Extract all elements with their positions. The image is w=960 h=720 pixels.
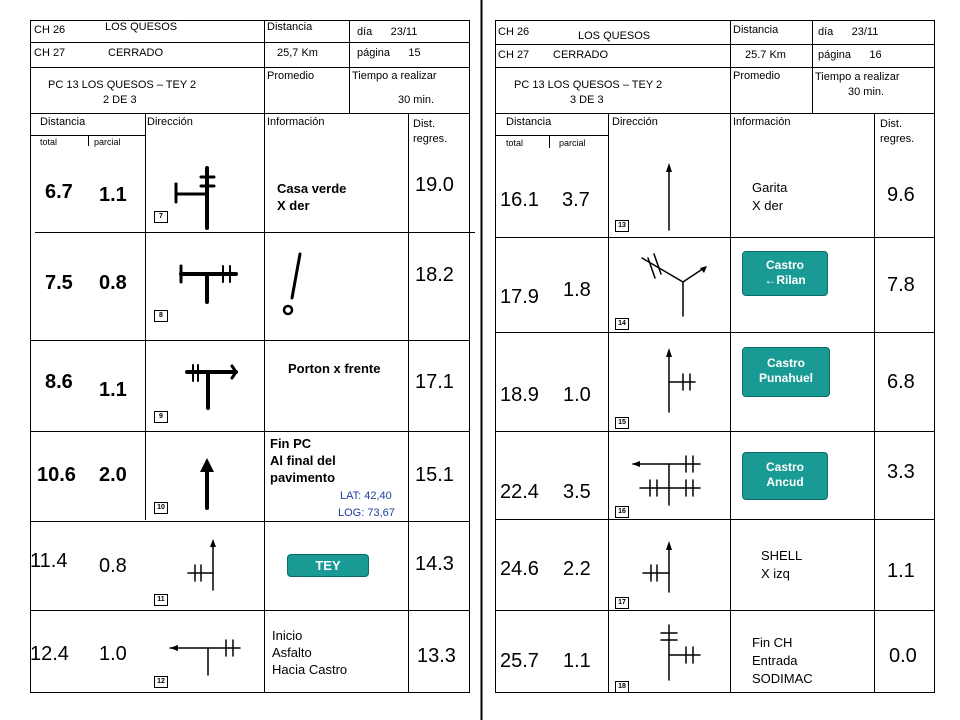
ch-b: CH 27 [498,49,530,61]
tiempo-value: 30 min. [398,94,435,106]
row-lat: LAT: 42,40 [340,490,392,502]
row-regres: 7.8 [887,274,915,296]
row-parcial: 1.0 [563,384,591,406]
pagina: página 16 [818,49,882,61]
tulip-diagram-15 [666,348,695,412]
pc-part: 3 DE 3 [570,94,604,106]
tulip-diagram-10 [200,458,214,508]
row-total: 12.4 [30,643,69,665]
promedio-label: Promedio [733,70,781,82]
row-number: 12 [154,676,168,688]
row-number: 15 [615,417,629,429]
row-parcial: 0.8 [99,555,127,577]
distancia-label: Distancia [733,24,779,36]
row-regres: 14.3 [415,553,454,575]
pc-title: PC 13 LOS QUESOS – TEY 2 [514,79,663,91]
row-number: 18 [615,681,629,693]
row-info: Fin CH Entrada SODIMAC [752,635,813,686]
pc-title: PC 13 LOS QUESOS – TEY 2 [48,79,197,91]
distancia-label: Distancia [267,21,313,33]
ch-a-name: LOS QUESOS [105,21,178,33]
col-dist-regres: Dist. regres. [413,118,448,145]
row-regres: 17.1 [415,371,454,393]
row-number: 16 [615,506,629,518]
row-total: 11.4 [30,550,68,572]
row-number: 11 [154,594,168,606]
row-parcial: 1.1 [99,184,127,206]
row-parcial: 1.0 [99,643,127,665]
row-parcial: 3.7 [562,189,590,211]
row-parcial: 2.0 [99,464,127,486]
col-distancia: Distancia [506,116,552,128]
row-number: 13 [615,220,629,232]
row-parcial: 0.8 [99,272,127,294]
destination-badge: Castro ←Rilan [742,251,828,296]
tulip-diagram-17 [643,541,672,592]
row-info: Casa verde X der [277,181,347,213]
fecha: día 23/11 [357,26,418,38]
row-total: 7.5 [45,272,73,294]
destination-badge: TEY [287,554,369,577]
row-info: Garita X der [752,180,788,213]
row-number: 10 [154,502,168,514]
tulip-diagram-12 [170,640,240,675]
distancia-value: 25.7 Km [745,49,786,61]
row-total: 8.6 [45,371,73,393]
col-parcial: parcial [559,138,586,148]
col-informacion: Información [733,116,791,128]
col-parcial: parcial [94,137,121,147]
ch-b: CH 27 [34,47,66,59]
row-parcial: 2.2 [563,558,591,580]
row-regres: 15.1 [415,464,454,486]
col-direccion: Dirección [147,116,193,128]
row-log: LOG: 73,67 [338,507,395,519]
row-total: 10.6 [37,464,76,486]
tiempo-label: Tiempo a realizar [352,70,437,82]
col-total: total [40,137,58,147]
row-parcial: 1.1 [99,379,127,401]
row-regres: 13.3 [417,645,456,667]
row-total: 17.9 [500,286,539,308]
row-total: 25.7 [500,650,539,672]
ch-a: CH 26 [34,24,66,36]
col-total: total [506,138,524,148]
destination-badge: Castro Punahuel [742,347,830,397]
row-total: 6.7 [45,181,73,203]
tiempo-value: 30 min. [848,86,885,98]
row-number: 8 [154,310,168,322]
tulip-diagram-8 [181,266,236,302]
tulip-diagram-9 [187,365,236,408]
destination-badge: Castro Ancud [742,452,828,500]
distancia-value: 25,7 Km [277,47,318,59]
row-total: 16.1 [500,189,539,211]
pagina: página 15 [357,47,421,59]
ch-b-name: CERRADO [108,47,164,59]
row-regres: 6.8 [887,371,915,393]
row-total: 24.6 [500,558,539,580]
row-number: 9 [154,411,168,423]
tulip-diagrams-right [632,163,707,680]
row-info: Inicio Asfalto Hacia Castro [272,628,348,677]
row-regres: 1.1 [887,560,915,582]
tiempo-label: Tiempo a realizar [815,71,900,83]
ch-b-name: CERRADO [553,49,609,61]
row-info: Fin PC Al final del pavimento [270,436,336,485]
row-total: 18.9 [500,384,539,406]
tulip-diagrams-left [170,168,300,675]
caution-mark-icon [284,254,300,314]
fecha: día 23/11 [818,26,879,38]
col-direccion: Dirección [612,116,658,128]
tulip-diagram-7 [176,168,214,228]
promedio-label: Promedio [267,70,315,82]
ch-a-name: LOS QUESOS [578,30,651,42]
row-regres: 19.0 [415,174,454,196]
row-regres: 0.0 [889,645,917,667]
row-parcial: 1.1 [563,650,591,672]
tulip-diagram-11 [188,539,216,590]
tulip-diagram-14 [642,254,707,316]
row-number: 17 [615,597,629,609]
row-parcial: 3.5 [563,481,591,503]
ch-a: CH 26 [498,26,530,38]
row-parcial: 1.8 [563,279,591,301]
pc-part: 2 DE 3 [103,94,137,106]
col-dist-regres: Dist. regres. [880,118,915,145]
col-informacion: Información [267,116,325,128]
row-number: 14 [615,318,629,330]
row-info: Porton x frente [288,361,381,376]
tulip-diagram-16 [632,456,700,505]
row-info: SHELL X izq [761,548,803,581]
row-regres: 3.3 [887,461,915,483]
row-regres: 9.6 [887,184,915,206]
row-number: 7 [154,211,168,223]
tulip-diagram-13 [666,163,672,230]
tulip-diagram-18 [661,625,700,680]
row-total: 22.4 [500,481,539,503]
col-distancia: Distancia [40,116,86,128]
row-regres: 18.2 [415,264,454,286]
